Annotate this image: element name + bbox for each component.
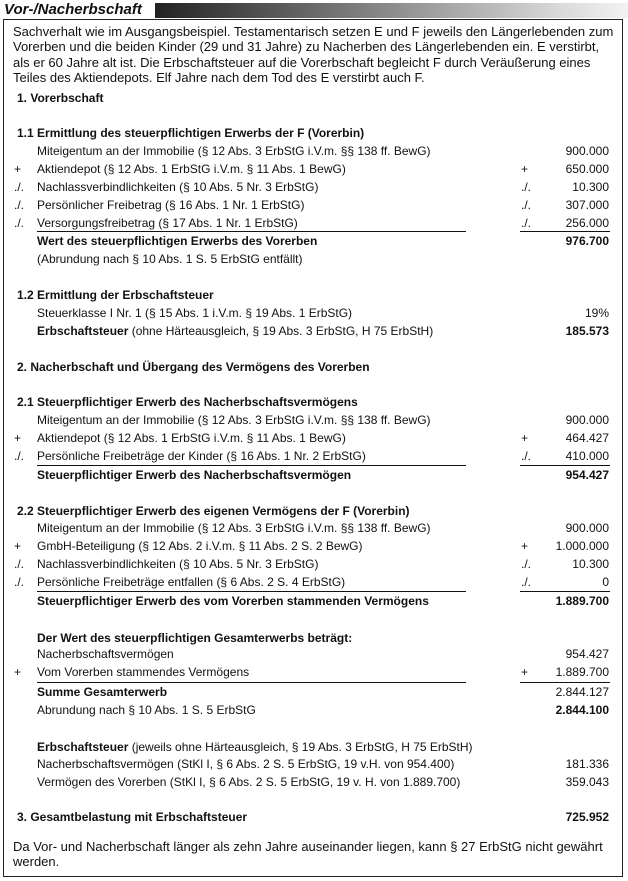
total-value: 976.700 (565, 234, 609, 248)
operator-right: + (521, 539, 529, 553)
operator-left: ./. (14, 557, 25, 571)
line-item-value: 410.000 (565, 449, 609, 463)
operator-right: + (521, 431, 529, 445)
tax2-heading (37, 740, 473, 754)
operator-left: + (14, 431, 22, 445)
line-item-label: Nacherbschaftsvermögen (StKl I, § 6 Abs. 2 S. 5 ErbStG, 19 v.H. von 954.400) (37, 757, 455, 771)
intro-text: Sachverhalt wie im Ausgangsbeispiel. Testamentarisch setzen E und F jeweils den Längerlebenden zum Vorerben und die beiden Kinder (29 und 31 Jahre) zu Nacherben des Längerlebenden ein. E verstirbt, als er 60 Jahre alt ist. Die Erbschaftsteuer auf die Vorerbschaft begleicht F durch Veräußerung eines Teiles des Aktiendepots. Elf Jahre nach dem Tod des E verstirbt auch F. (13, 24, 614, 86)
total-row (0, 592, 628, 610)
operator-right: + (521, 665, 529, 679)
total-value: 954.427 (565, 468, 609, 482)
line-item-label: Aktiendepot (§ 12 Abs. 1 ErbStG i.V.m. § 11 Abs. 1 BewG) (37, 162, 346, 176)
operator-left: + (14, 162, 22, 176)
rounding-value: 2.844.100 (555, 703, 609, 717)
line-item (0, 447, 628, 465)
line-item (0, 645, 628, 663)
note-row (0, 250, 628, 268)
tax-label-bold: Erbschaftsteuer (37, 324, 129, 338)
tax-label-rest: (ohne Härteausgleich, § 19 Abs. 3 ErbStG, H 75 ErbStH) (128, 324, 434, 338)
line-item-label: Vom Vorerben stammendes Vermögens (37, 665, 250, 679)
tax2-heading-bold: Erbschaftsteuer (37, 740, 129, 754)
operator-right: ./. (521, 449, 532, 463)
line-item (0, 411, 628, 429)
total-value: 1.889.700 (555, 594, 609, 608)
sum-row (0, 683, 628, 701)
tax2-heading-rest: (jeweils ohne Härteausgleich, § 19 Abs. 3 ErbStG, H 75 ErbStH) (128, 740, 473, 754)
total-row (0, 466, 628, 484)
operator-left: ./. (14, 575, 25, 589)
gesamt-heading: Der Wert des steuerpflichtigen Gesamterwerbs beträgt: (37, 631, 353, 645)
page-title: Vor-/Nacherbschaft (4, 1, 148, 18)
heading-vorerbschaft: 1. Vorerbschaft (17, 91, 104, 105)
line-item-label: Aktiendepot (§ 12 Abs. 1 ErbStG i.V.m. § 11 Abs. 1 BewG) (37, 431, 346, 445)
operator-right: ./. (521, 216, 532, 230)
rounding-note: (Abrundung nach § 10 Abs. 1 S. 5 ErbStG entfällt) (37, 252, 303, 266)
tax-class-row (0, 304, 628, 322)
line-item (0, 555, 628, 573)
total-label: Wert des steuerpflichtigen Erwerbs des Vorerben (37, 234, 318, 248)
rounding-label: Abrundung nach § 10 Abs. 1 S. 5 ErbStG (37, 703, 256, 717)
line-item-label: Persönliche Freibeträge entfallen (§ 6 Abs. 2 S. 4 ErbStG) (37, 575, 346, 589)
line-item-value: 650.000 (565, 162, 609, 176)
tax-row (0, 322, 628, 340)
tax-class-value: 19% (584, 306, 609, 320)
line-item-label: Nacherbschaftsvermögen (37, 647, 174, 661)
sum-label: Summe Gesamterwerb (37, 685, 168, 699)
line-item-label: Nachlassverbindlichkeiten (§ 10 Abs. 5 Nr. 3 ErbStG) (37, 180, 319, 194)
line-item (0, 214, 628, 232)
line-item-value: 10.300 (572, 557, 609, 571)
line-item (0, 519, 628, 537)
operator-right: ./. (521, 180, 532, 194)
line-item-value: 359.043 (565, 775, 609, 789)
line-item-value: 0 (602, 575, 609, 589)
line-item-value: 307.000 (565, 198, 609, 212)
line-item (0, 160, 628, 178)
line-item-value: 10.300 (572, 180, 609, 194)
operator-left: ./. (14, 180, 25, 194)
line-item (0, 663, 628, 681)
total-row (0, 232, 628, 250)
tax-class-label: Steuerklasse I Nr. 1 (§ 15 Abs. 1 i.V.m. § 19 Abs. 1 ErbStG) (37, 306, 353, 320)
line-item (0, 178, 628, 196)
line-item (0, 755, 628, 773)
operator-right: + (521, 162, 529, 176)
line-item-label: GmbH-Beteiligung (§ 12 Abs. 2 i.V.m. § 11 Abs. 2 S. 2 BewG) (37, 539, 363, 553)
heading-eigenes-vermoegen: 2.2 Steuerpflichtiger Erwerb des eigenen Vermögens der F (Vorerbin) (17, 504, 410, 518)
rounding-row (0, 701, 628, 719)
line-item-label: Miteigentum an der Immobilie (§ 12 Abs. 3 ErbStG i.V.m. §§ 138 ff. BewG) (37, 144, 431, 158)
line-item (0, 573, 628, 591)
closing-text: Da Vor- und Nacherbschaft länger als zehn Jahre auseinander liegen, kann § 27 ErbStG nicht gewährt werden. (13, 839, 603, 870)
line-item-label: Miteigentum an der Immobilie (§ 12 Abs. 3 ErbStG i.V.m. §§ 138 ff. BewG) (37, 413, 431, 427)
line-item-value: 1.000.000 (555, 539, 609, 553)
tax-label (37, 324, 433, 338)
title-gradient-bar (155, 3, 628, 18)
line-item-value: 464.427 (565, 431, 609, 445)
operator-left: + (14, 539, 22, 553)
line-item (0, 429, 628, 447)
line-item-label: Vermögen des Vorerben (StKl I, § 6 Abs. 2 S. 5 ErbStG, 19 v. H. von 1.889.700) (37, 775, 461, 789)
line-item-value: 256.000 (565, 216, 609, 230)
operator-right: ./. (521, 575, 532, 589)
line-item-label: Miteigentum an der Immobilie (§ 12 Abs. 3 ErbStG i.V.m. §§ 138 ff. BewG) (37, 521, 431, 535)
line-item (0, 773, 628, 791)
line-item-label: Versorgungsfreibetrag (§ 17 Abs. 1 Nr. 1 ErbStG) (37, 216, 298, 230)
line-item-value: 954.427 (565, 647, 609, 661)
line-item (0, 537, 628, 555)
line-item (0, 196, 628, 214)
heading-ermittlung-steuer: 1.2 Ermittlung der Erbschaftsteuer (17, 288, 214, 302)
operator-right: ./. (521, 557, 532, 571)
line-item-label: Persönlicher Freibetrag (§ 16 Abs. 1 Nr. 1 ErbStG) (37, 198, 305, 212)
heading-gesamtbelastung: 3. Gesamtbelastung mit Erbschaftsteuer (17, 810, 248, 824)
line-item-value: 900.000 (565, 521, 609, 535)
heading-nacherbschaftsvermoegen: 2.1 Steuerpflichtiger Erwerb des Nacherbschaftsvermögens (17, 395, 358, 409)
operator-left: ./. (14, 449, 25, 463)
line-item (0, 142, 628, 160)
line-item-label: Persönliche Freibeträge der Kinder (§ 16 Abs. 1 Nr. 2 ErbStG) (37, 449, 366, 463)
operator-left: ./. (14, 216, 25, 230)
line-item-label: Nachlassverbindlichkeiten (§ 10 Abs. 5 Nr. 3 ErbStG) (37, 557, 319, 571)
heading-erwerb-vorerbin: 1.1 Ermittlung des steuerpflichtigen Erwerbs der F (Vorerbin) (17, 126, 365, 140)
line-item-value: 900.000 (565, 144, 609, 158)
line-item-value: 1.889.700 (555, 665, 609, 679)
operator-right: ./. (521, 198, 532, 212)
total-label: Steuerpflichtiger Erwerb des Nacherbschaftsvermögen (37, 468, 352, 482)
operator-left: ./. (14, 198, 25, 212)
line-item-value: 900.000 (565, 413, 609, 427)
title-bar (0, 0, 628, 20)
tax2-heading-row (0, 738, 628, 756)
gesamtbelastung-value: 725.952 (565, 810, 609, 824)
tax-value: 185.573 (565, 324, 609, 338)
total-label: Steuerpflichtiger Erwerb des vom Vorerben stammenden Vermögens (37, 594, 429, 608)
gesamtbelastung-row (0, 808, 628, 826)
heading-nacherbschaft: 2. Nacherbschaft und Übergang des Vermögens des Vorerben (17, 360, 370, 374)
line-item-value: 181.336 (565, 757, 609, 771)
sum-value: 2.844.127 (555, 685, 609, 699)
operator-left: + (14, 665, 22, 679)
